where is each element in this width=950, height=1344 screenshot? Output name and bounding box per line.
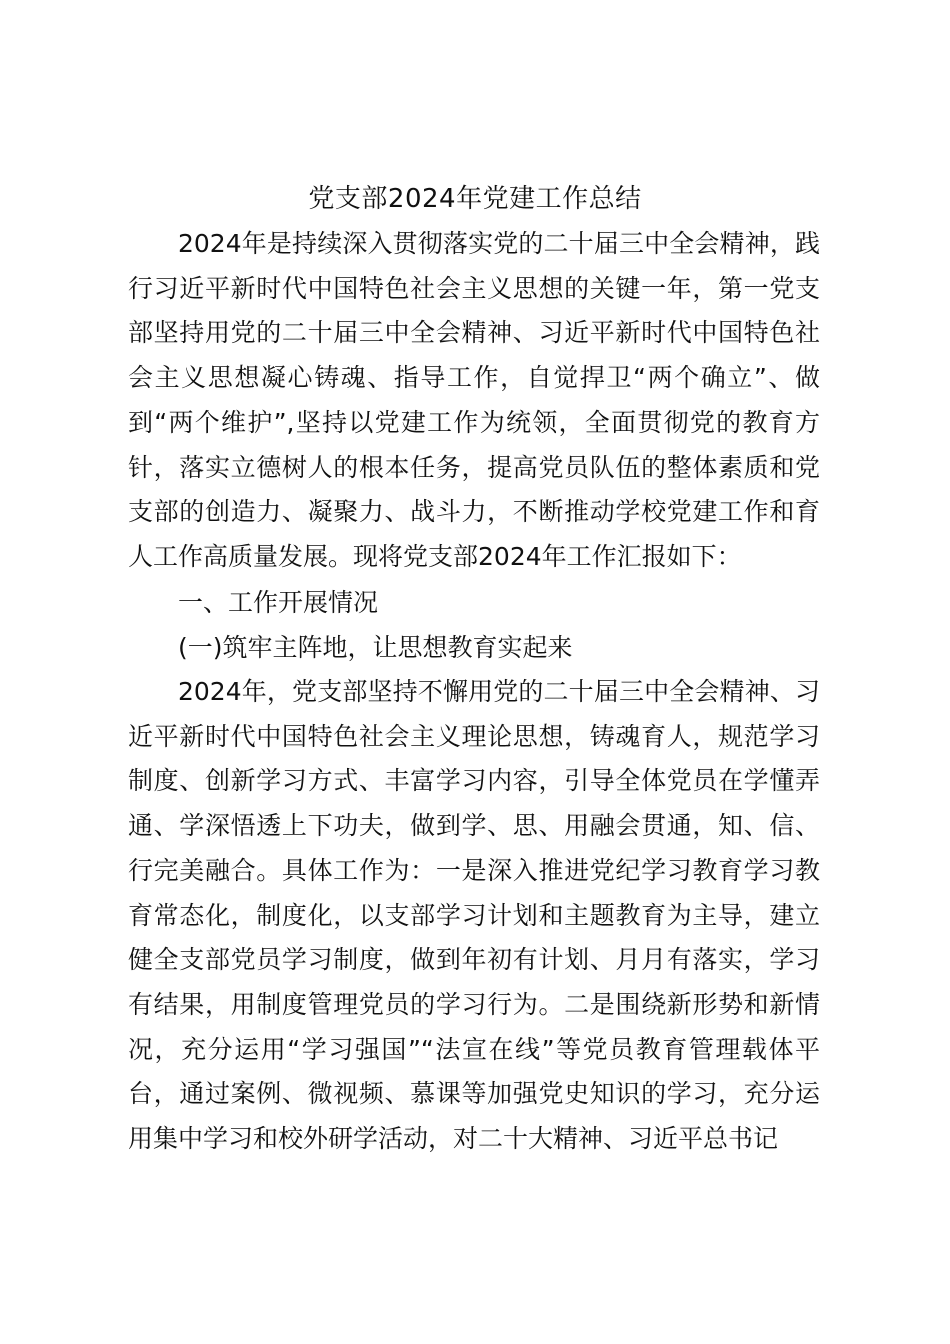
document-title: 党支部2024年党建工作总结 [308, 184, 642, 214]
body-paragraph: 2024年，党支部坚持不懈用党的二十届三中全会精神、习近平新时代中国特色社会主义理论思想，铸魂育人，规范学习制度、创新学习方式、丰富学习内容，引导全体党员在学懂弄通、学深悟透上下功夫，做到学、思、用融会贯通，知、信、行完美融合。具体工作为：一是深入推进党纪学习教育学习教育常态化，制度化，以支部学习计划和主题教育为主导，建立健全支部党员学习制度，做到年初有计划、月月有落实，学习有结果，用制度管理党员的学习行为。二是围绕新形势和新情况，充分运用“学习强国”“法宣在线”等党员教育管理载体平台，通过案例、微视频、慕课等加强党史知识的学习，充分运用集中学习和校外研学活动，对二十大精神、习近平总书记 [128, 677, 820, 1154]
intro-paragraph: 2024年是持续深入贯彻落实党的二十届三中全会精神，践行习近平新时代中国特色社会主义思想的关键一年，第一党支部坚持用党的二十届三中全会精神、习近平新时代中国特色社会主义思想凝心铸魂、指导工作，自觉捍卫“两个确立”、做到“两个维护”,坚持以党建工作为统领，全面贯彻党的教育方针，落实立德树人的根本任务，提高党员队伍的整体素质和党支部的创造力、凝聚力、战斗力，不断推动学校党建工作和育人工作高质量发展。现将党支部2024年工作汇报如下： [128, 229, 820, 571]
section-heading: 一、工作开展情况 [178, 588, 379, 617]
subsection-heading: (一)筑牢主阵地，让思想教育实起来 [178, 633, 573, 662]
